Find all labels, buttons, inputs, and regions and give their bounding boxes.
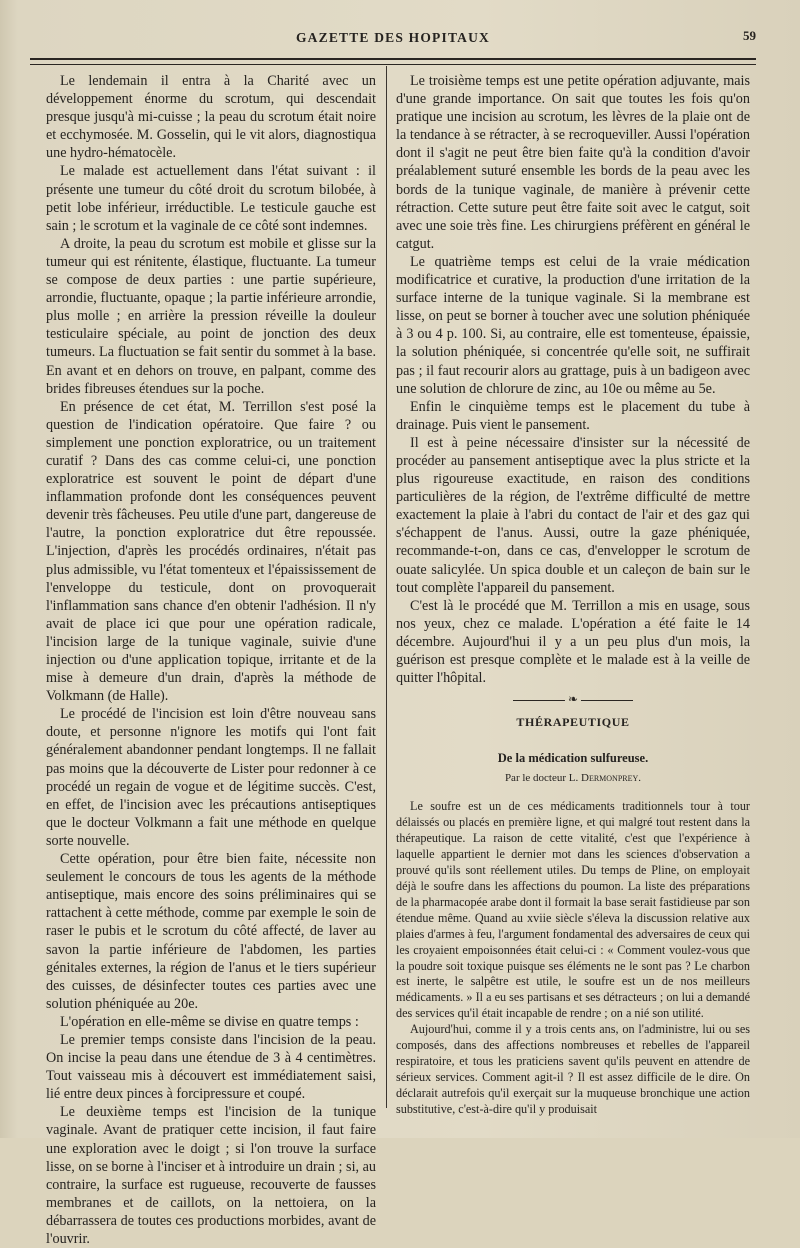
paragraph: Le premier temps consiste dans l'incision de la peau. On incise la peau dans une étendue de 3 à 4 centimètres. Tout vaisseau mis à découvert est immédiatement saisi, lié entre deux pinces à forcipressure et coupé. [46, 1031, 376, 1103]
article-title: De la médication sulfureuse. [497, 751, 649, 766]
paragraph: Le lendemain il entra à la Charité avec un développement énorme du scrotum, qui descendait presque jusqu'à mi-cuisse ; la peau du scrotum était noire et ecchymosée. M. Gosselin, qui le vit alors, diagnostiqua une hydro-hématocèle. [46, 73, 376, 162]
section-separator [513, 697, 633, 705]
paragraph: Le malade est actuellement dans l'état suivant : il présente une tumeur du côté droit du scrotum bilobée, à petit lobe inférieur, irréductible. Le testicule gauche est sain ; le scrotum et la vaginale de ce côté sont indemnes. [46, 163, 376, 234]
byline-author: Dermonprey. [581, 772, 642, 785]
article-paragraph: Le soufre est un de ces médicaments traditionnels tour à tour délaissés ou placés en première ligne, et qui malgré tout restent dans la thérapeutique. La raison de cette vitalité, c'est que l'expérience à laquelle appartient le dernier mot dans les sciences d'observation a prouvé qu'ils sont réellement utiles. Du temps de Pline, on employait déjà le soufre dans les affections du poumon. La liste des préparations de la pharmacopée arabe dont il formait la base serait fastidieuse par son étendue même. Quand au xviie siècle s'éleva la discussion relative aux plaies d'armes à feu, l'argument fondamental des adversaires de ceux qui les croyaient empoisonnées était celui-ci : « Comment voulez-vous que la poudre soit toxique puisque ses éléments ne le sont pas ? Le charbon est inerte, le salpêtre est utile, le soufre est un de nos meilleurs médicaments. » Il a eu ses partisans et ses détracteurs ; on lui a demandé des services qu'il était incapable de rendre ; on a nié son utilité. [396, 799, 750, 1021]
left-column [46, 72, 376, 1247]
paragraph: Il est à peine nécessaire d'insister sur la nécessité de procéder au pansement antiseptique avec la plus stricte et la plus rigoureuse exactitude, en raison des conditions particulières de la région, de l'extrême difficulté de mettre exactement la plaie à l'abri du contact de l'air et des gaz qui s'échappent de l'anus. Aussi, outre la gaze phéniquée, recommande-t-on, dans ce cas, d'envelopper le scrotum de ouate salicylée. Un spica double et un caleçon de bain sur le tout complète l'appareil du pansement. [396, 434, 750, 596]
column-divider [386, 66, 387, 1108]
paragraph: Cette opération, pour être bien faite, nécessite non seulement le concours de tous les agents de la méthode antiseptique, mais encore des soins préliminaires qui se rattachent à cette méthode, comme par exemple le soin de raser le pubis et le scrotum du côté affecté, de laver au savon la partie inférieure de l'abdomen, les parties génitales externes, la région de l'anus et le tiers supérieur des cuisses, de désinfecter toutes ces parties avec une solution phéniquée au 20e. [46, 851, 376, 1012]
paragraph: Enfin le cinquième temps est le placement du tube à drainage. Puis vient le pansement. [396, 398, 750, 433]
article-paragraph: Aujourd'hui, comme il y a trois cents ans, on l'administre, lui ou ses composés, dans des affections nombreuses et rebelles de l'appareil respiratoire, et tous les praticiens savent qu'ils peuvent en attendre de sérieux services. Comment agit-il ? Il est assez difficile de le dire. On déclarait autrefois qu'il exerçait sur la muqueuse bronchique une action substitutive, c'est-à-dire qu'il y produisait [396, 1022, 750, 1116]
byline [396, 769, 750, 787]
paragraph: Le quatrième temps est celui de la vraie médication modificatrice et curative, la production d'une irritation de la surface interne de la tunique vaginale. Si la membrane est lisse, on peut se borner à toucher avec une solution phéniquée à 3 ou 4 p. 100. Si, au contraire, elle est tomenteuse, épaissie, la solution phéniquée, si concentrée qu'elle soit, ne suffirait pas ; il faut recourir alors au grattage, puis à un badigeon avec une solution de chlorure de zinc, au 10e ou même au 5e. [396, 253, 750, 397]
header-rule [30, 58, 756, 65]
paragraph: A droite, la peau du scrotum est mobile et glisse sur la tumeur qui est rénitente, élastique, fluctuante. La tumeur se compose de deux parties : une partie supérieure, arrondie, fluctuante, opaque ; la partie inférieure arrondie, plus molle ; en arrière la pression réveille la douleur testiculaire spéciale, au point de jonction des deux tumeurs. La fluctuation se fait sentir du sommet à la base. En avant et en dehors on trouve, en palpant, comme des brides fibreuses étendues sur la poche. [46, 235, 376, 397]
running-title: GAZETTE DES HOPITAUX [295, 30, 491, 45]
paragraph: C'est là le procédé que M. Terrillon a mis en usage, sous nos yeux, chez ce malade. L'opération a été faite le 14 décembre. Aujourd'hui il y a un peu plus d'un mois, la guérison est presque complète et le malade est à la veille de quitter l'hôpital. [396, 597, 750, 687]
section-title: THÉRAPEUTIQUE [516, 715, 630, 730]
paragraph: En présence de cet état, M. Terrillon s'est posé la question de l'indication opératoire. Que faire ? ou simplement une ponction exploratrice, ou un traitement curatif ? Dans des cas comme celui-ci, une ponction exploratrice est souvent le point de départ d'une inflammation profonde dont les conséquences peuvent devenir très fâcheuses. Peu utile d'une part, dangereuse de l'autre, la ponction exploratrice dut être repoussée. L'injection, d'après les procédés ordinaires, n'était pas plus admissible, vu l'état tomenteux et l'épaississement de l'enveloppe du testicule, dont on provoquerait l'inflammation sans chance d'en obtenir l'adhésion. Il n'y avait de place ici que pour une opération radicale, l'incision large de la tunique vaginale, suivie d'une injection ou d'une application topique, irritante et de la mise à demeure d'un drain, d'après la méthode de Volkmann (de Halle). [46, 398, 376, 705]
right-column [396, 72, 750, 1116]
paragraph: Le deuxième temps est l'incision de la tunique vaginale. Avant de pratiquer cette incision, il faut faire une exploration avec le doigt ; si l'on trouve la surface lisse, on se borne à l'inciser et à introduire un drain ; si, au contraire, la surface est rugueuse, recouverte de fausses membranes et de caillots, on la nettoiera, on la débarrassera de toutes ces productions morbides, avant de l'ouvrir. [46, 1104, 376, 1247]
paragraph: Le procédé de l'incision est loin d'être nouveau sans doute, et personne n'ignore les motifs qui l'ont fait généralement abandonner pendant longtemps. Il ne fallait pas moins que la découverte de Lister pour redonner à ce procédé un regain de vogue et de légitime succès. C'est, en effet, de l'incision avec les précautions antiseptiques que le docteur Volkmann a fait une méthode en quelque sorte nouvelle. [46, 706, 376, 849]
page-header [30, 26, 756, 50]
paragraph: L'opération en elle-même se divise en quatre temps : [60, 1013, 359, 1030]
byline-prefix: Par le docteur L. [504, 772, 579, 785]
page-number: 59 [743, 28, 756, 43]
paragraph: Le troisième temps est une petite opération adjuvante, mais d'une grande importance. On sait que toutes les fois qu'on pratique une incision au scrotum, les lèvres de la plaie ont de la tendance à se rétracter, à se recroqueviller. Aussi l'opération dont il s'agit ne peut être bien faite qu'à la condition d'avoir préalablement suturé ensemble les bords de la peau avec les bords de la tunique vaginale, de manière à prévenir cette rétraction. Cette suture peut être faite soit avec le catgut, soit avec une soie très fine. Les chirurgiens préfèrent en général le catgut. [396, 73, 750, 252]
